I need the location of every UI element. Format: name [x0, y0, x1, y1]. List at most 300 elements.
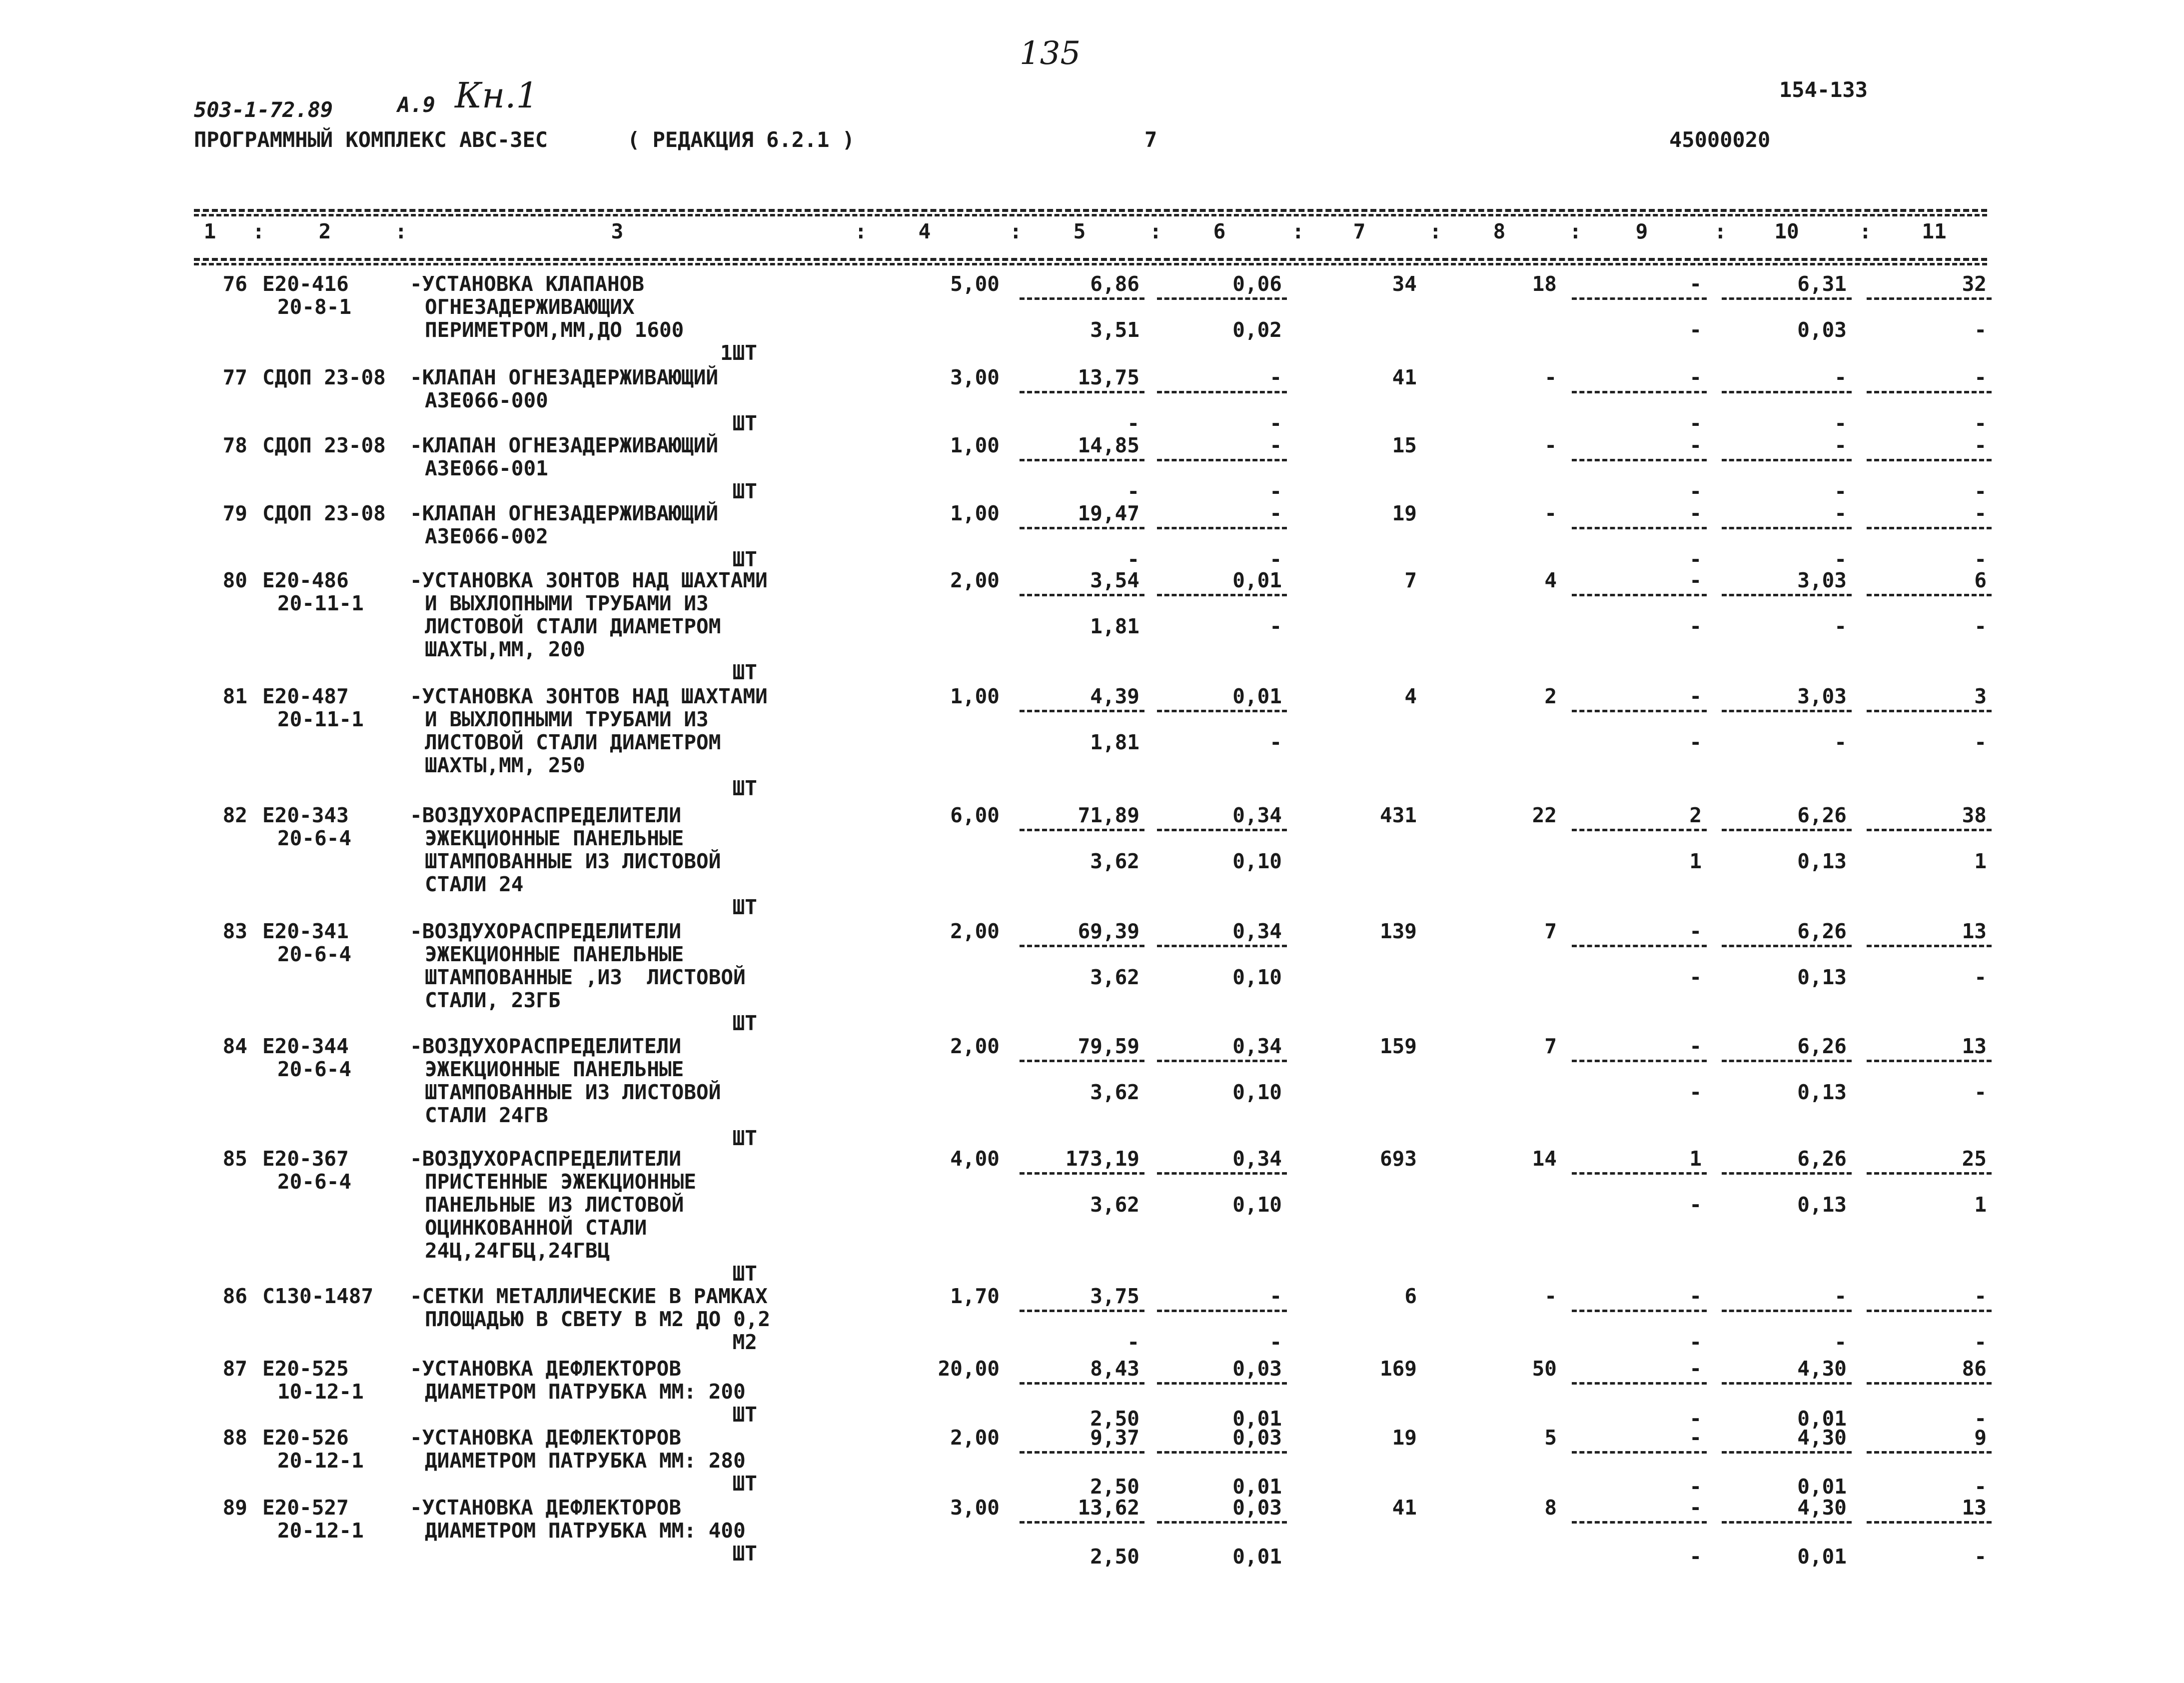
col9-value: - [1689, 1496, 1702, 1520]
column-divider: : [1010, 219, 1022, 243]
row-number: 77 [222, 365, 247, 389]
quantity: 1,70 [950, 1284, 1000, 1308]
col11-subvalue: - [1974, 965, 1987, 989]
fraction-line [1572, 1521, 1707, 1524]
fraction-line [1572, 297, 1707, 300]
col10-subvalue: 0,13 [1797, 849, 1847, 873]
col11-value: 9 [1974, 1426, 1987, 1450]
page-number: 7 [1144, 127, 1157, 152]
col9-subvalue: - [1689, 479, 1702, 503]
col11-value: 3 [1974, 684, 1987, 708]
col6-value: - [1269, 365, 1282, 389]
row-number: 79 [222, 501, 247, 525]
work-description: И ВЫХЛОПНЫМИ ТРУБАМИ ИЗ [425, 707, 709, 731]
col7-value: 159 [1379, 1034, 1417, 1058]
row-number: 84 [222, 1034, 247, 1058]
col11-subvalue: - [1974, 1080, 1987, 1104]
row-number: 87 [222, 1357, 247, 1381]
quantity: 2,00 [950, 1034, 1000, 1058]
col10-subvalue: - [1834, 730, 1847, 754]
resource-code: СДОП 23-08 [262, 501, 386, 525]
col7-value: 4 [1404, 684, 1417, 708]
work-description: -КЛАПАН ОГНЕЗАДЕРЖИВАЮЩИЙ [410, 365, 719, 389]
col5-subvalue: 2,50 [1090, 1407, 1139, 1431]
handwritten-page-number: 135 [1020, 35, 1081, 72]
col10-value: - [1834, 1284, 1847, 1308]
col8-value: - [1544, 433, 1557, 457]
work-description: СТАЛИ, 23ГБ [425, 988, 561, 1012]
fraction-line [1157, 594, 1287, 596]
resource-code: Е20-416 [262, 272, 349, 296]
column-header: 10 [1774, 219, 1799, 243]
row-number: 83 [222, 919, 247, 943]
col5-value: 3,54 [1090, 568, 1139, 592]
col7-value: 431 [1379, 803, 1417, 827]
col6-value: 0,01 [1232, 568, 1282, 592]
work-description: -УСТАНОВКА ЗОНТОВ НАД ШАХТАМИ [410, 568, 768, 592]
col5-subvalue: 3,62 [1090, 965, 1139, 989]
fraction-line [1722, 527, 1852, 529]
row-number: 80 [222, 568, 247, 592]
fraction-line [1572, 1060, 1707, 1062]
col9-subvalue: - [1689, 965, 1702, 989]
col10-subvalue: 0,13 [1797, 1080, 1847, 1104]
col8-value: 50 [1532, 1357, 1557, 1381]
col5-value: 19,47 [1078, 501, 1139, 525]
resource-code: Е20-367 [262, 1147, 349, 1171]
resource-code: СДОП 23-08 [262, 365, 386, 389]
resource-code: Е20-344 [262, 1034, 349, 1058]
col6-subvalue: 0,01 [1232, 1407, 1282, 1431]
unit: ШТ [732, 411, 757, 435]
col5-subvalue: - [1127, 411, 1139, 435]
fraction-line [1722, 829, 1852, 831]
col9-value: - [1689, 1357, 1702, 1381]
col9-subvalue: - [1689, 1080, 1702, 1104]
col10-value: 6,26 [1797, 1147, 1847, 1171]
col8-value: - [1544, 501, 1557, 525]
fraction-line [1157, 945, 1287, 947]
unit: ШТ [732, 1472, 757, 1496]
quantity: 5,00 [950, 272, 1000, 296]
fraction-line [1722, 1451, 1852, 1454]
quantity: 1,00 [950, 684, 1000, 708]
col9-subvalue: - [1689, 411, 1702, 435]
col6-value: 0,34 [1232, 919, 1282, 943]
fraction-line [1867, 710, 1992, 712]
fraction-line [1157, 1382, 1287, 1385]
fraction-line [1722, 710, 1852, 712]
col6-value: 0,01 [1232, 684, 1282, 708]
col6-subvalue: 0,10 [1232, 1193, 1282, 1217]
fraction-line [1867, 297, 1992, 300]
resource-code: С130-1487 [262, 1284, 374, 1308]
fraction-line [1020, 527, 1144, 529]
fraction-line [1020, 710, 1144, 712]
doc-code: 503-1-72.89 [194, 97, 333, 122]
col6-subvalue: - [1269, 1330, 1282, 1354]
col8-value: - [1544, 365, 1557, 389]
fraction-line [1722, 459, 1852, 461]
column-header: 9 [1635, 219, 1648, 243]
fraction-line [1572, 1172, 1707, 1175]
work-description: ПЛОЩАДЬЮ В СВЕТУ В М2 ДО 0,2 [425, 1307, 771, 1331]
col6-subvalue: 0,01 [1232, 1545, 1282, 1569]
col9-value: - [1689, 1284, 1702, 1308]
col6-value: - [1269, 501, 1282, 525]
col6-subvalue: - [1269, 614, 1282, 638]
quantity: 1,00 [950, 501, 1000, 525]
work-description: ЭЖЕКЦИОННЫЕ ПАНЕЛЬНЫЕ [425, 942, 684, 966]
work-description: ШТАМПОВАННЫЕ ИЗ ЛИСТОВОЙ [425, 849, 721, 873]
column-header: 2 [318, 219, 331, 243]
col10-value: - [1834, 501, 1847, 525]
work-description: ЛИСТОВОЙ СТАЛИ ДИАМЕТРОМ [425, 614, 721, 638]
col11-subvalue: - [1974, 1545, 1987, 1569]
column-header: 11 [1922, 219, 1947, 243]
col5-value: 14,85 [1078, 433, 1139, 457]
resource-code: Е20-526 [262, 1426, 349, 1450]
fraction-line [1722, 1521, 1852, 1524]
fraction-line [1572, 391, 1707, 393]
col5-value: 173,19 [1065, 1147, 1139, 1171]
col8-value: 5 [1544, 1426, 1557, 1450]
resource-code: Е20-527 [262, 1496, 349, 1520]
column-divider: : [1714, 219, 1727, 243]
column-header: 3 [611, 219, 624, 243]
handwritten-book: Кн.1 [455, 75, 539, 116]
unit: 1ШТ [720, 341, 757, 365]
fraction-line [1572, 594, 1707, 596]
col6-subvalue: 0,10 [1232, 1080, 1282, 1104]
fraction-line [1867, 945, 1992, 947]
col5-value: 3,75 [1090, 1284, 1139, 1308]
col8-value: - [1544, 1284, 1557, 1308]
col10-value: 4,30 [1797, 1357, 1847, 1381]
fraction-line [1157, 829, 1287, 831]
col10-value: 4,30 [1797, 1496, 1847, 1520]
unit: ШТ [732, 1262, 757, 1286]
col9-subvalue: - [1689, 1475, 1702, 1499]
col11-value: 6 [1974, 568, 1987, 592]
row-number: 78 [222, 433, 247, 457]
col11-value: 32 [1962, 272, 1987, 296]
col10-subvalue: - [1834, 1330, 1847, 1354]
col6-subvalue: 0,01 [1232, 1475, 1282, 1499]
work-description: -ВОЗДУХОРАСПРЕДЕЛИТЕЛИ [410, 1147, 682, 1171]
resource-code: 20-6-4 [277, 826, 352, 850]
resource-code: 20-12-1 [277, 1519, 364, 1543]
col6-value: 0,03 [1232, 1357, 1282, 1381]
col6-value: 0,34 [1232, 803, 1282, 827]
col11-subvalue: - [1974, 730, 1987, 754]
work-description: -УСТАНОВКА ДЕФЛЕКТОРОВ [410, 1426, 682, 1450]
col6-subvalue: 0,10 [1232, 849, 1282, 873]
col9-value: - [1689, 365, 1702, 389]
col8-value: 8 [1544, 1496, 1557, 1520]
row-number: 86 [222, 1284, 247, 1308]
fraction-line [1020, 594, 1144, 596]
col10-value: 6,26 [1797, 919, 1847, 943]
fraction-line [1572, 945, 1707, 947]
col9-value: 1 [1689, 1147, 1702, 1171]
work-description: ДИАМЕТРОМ ПАТРУБКА ММ: 280 [425, 1449, 746, 1473]
col11-value: 38 [1962, 803, 1987, 827]
work-description: -ВОЗДУХОРАСПРЕДЕЛИТЕЛИ [410, 1034, 682, 1058]
work-description: ЛИСТОВОЙ СТАЛИ ДИАМЕТРОМ [425, 730, 721, 754]
col11-value: 13 [1962, 1496, 1987, 1520]
col9-subvalue: - [1689, 614, 1702, 638]
fraction-line [1157, 1060, 1287, 1062]
column-header: 1 [203, 219, 216, 243]
column-divider: : [1569, 219, 1582, 243]
col5-subvalue: 2,50 [1090, 1545, 1139, 1569]
fraction-line [1722, 297, 1852, 300]
col5-value: 13,75 [1078, 365, 1139, 389]
unit: М2 [732, 1330, 757, 1354]
album-ref: A.9 [397, 92, 435, 117]
col5-subvalue: 1,81 [1090, 730, 1139, 754]
col10-subvalue: 0,03 [1797, 318, 1847, 342]
col5-value: 8,43 [1090, 1357, 1139, 1381]
col7-value: 19 [1392, 1426, 1417, 1450]
fraction-line [1722, 391, 1852, 393]
col11-subvalue: - [1974, 318, 1987, 342]
col11-value: - [1974, 433, 1987, 457]
work-description: ЭЖЕКЦИОННЫЕ ПАНЕЛЬНЫЕ [425, 1057, 684, 1081]
row-number: 81 [222, 684, 247, 708]
fraction-line [1157, 710, 1287, 712]
unit: ШТ [732, 1403, 757, 1427]
column-divider: : [252, 219, 265, 243]
work-description: ЭЖЕКЦИОННЫЕ ПАНЕЛЬНЫЕ [425, 826, 684, 850]
fraction-line [1572, 829, 1707, 831]
resource-code: Е20-341 [262, 919, 349, 943]
program-title: ПРОГРАММНЫЙ КОМПЛЕКС АВС-ЗЕС [194, 127, 548, 152]
work-description: ШАХТЫ,ММ, 200 [425, 637, 585, 661]
col8-value: 4 [1544, 568, 1557, 592]
col10-subvalue: 0,13 [1797, 965, 1847, 989]
col9-subvalue: - [1689, 1193, 1702, 1217]
col6-subvalue: 0,10 [1232, 965, 1282, 989]
fraction-line [1157, 527, 1287, 529]
col7-value: 19 [1392, 501, 1417, 525]
col6-value: 0,06 [1232, 272, 1282, 296]
col9-value: - [1689, 272, 1702, 296]
row-number: 76 [222, 272, 247, 296]
work-description: ШАХТЫ,ММ, 250 [425, 753, 585, 777]
col7-value: 6 [1404, 1284, 1417, 1308]
fraction-line [1020, 1310, 1144, 1312]
fraction-line [1722, 594, 1852, 596]
col10-subvalue: 0,01 [1797, 1545, 1847, 1569]
fraction-line [1020, 1521, 1144, 1524]
work-description: -УСТАНОВКА ЗОНТОВ НАД ШАХТАМИ [410, 684, 768, 708]
fraction-line [1722, 1310, 1852, 1312]
col11-subvalue: - [1974, 547, 1987, 571]
col5-value: 79,59 [1078, 1034, 1139, 1058]
fraction-line [1157, 1521, 1287, 1524]
work-description: ПАНЕЛЬНЫЕ ИЗ ЛИСТОВОЙ [425, 1193, 684, 1217]
col5-subvalue: - [1127, 547, 1139, 571]
quantity: 20,00 [938, 1357, 1000, 1381]
work-description: ДИАМЕТРОМ ПАТРУБКА ММ: 400 [425, 1519, 746, 1543]
work-description: 24Ц,24ГБЦ,24ГВЦ [425, 1239, 610, 1263]
fraction-line [1867, 1172, 1992, 1175]
col6-value: - [1269, 1284, 1282, 1308]
col8-value: 2 [1544, 684, 1557, 708]
resource-code: 20-11-1 [277, 707, 364, 731]
work-description: -ВОЗДУХОРАСПРЕДЕЛИТЕЛИ [410, 803, 682, 827]
col10-value: 6,26 [1797, 1034, 1847, 1058]
col9-subvalue: - [1689, 318, 1702, 342]
column-divider: : [855, 219, 867, 243]
fraction-line [1572, 1451, 1707, 1454]
work-description: СТАЛИ 24 [425, 872, 524, 896]
col11-value: 86 [1962, 1357, 1987, 1381]
col9-value: - [1689, 1426, 1702, 1450]
work-description: ДИАМЕТРОМ ПАТРУБКА ММ: 200 [425, 1380, 746, 1404]
col10-subvalue: - [1834, 411, 1847, 435]
column-header: 5 [1073, 219, 1086, 243]
col11-value: 13 [1962, 1034, 1987, 1058]
col10-subvalue: 0,01 [1797, 1475, 1847, 1499]
col8-value: 7 [1544, 1034, 1557, 1058]
col5-value: 9,37 [1090, 1426, 1139, 1450]
work-description: -ВОЗДУХОРАСПРЕДЕЛИТЕЛИ [410, 919, 682, 943]
col10-subvalue: 0,13 [1797, 1193, 1847, 1217]
fraction-line [1020, 1382, 1144, 1385]
row-number: 89 [222, 1496, 247, 1520]
col5-value: 71,89 [1078, 803, 1139, 827]
col8-value: 7 [1544, 919, 1557, 943]
work-description: АЗЕ066-002 [425, 524, 548, 548]
col5-subvalue: - [1127, 479, 1139, 503]
col9-subvalue: - [1689, 1545, 1702, 1569]
row-number: 82 [222, 803, 247, 827]
fraction-line [1157, 297, 1287, 300]
col6-subvalue: - [1269, 730, 1282, 754]
col6-subvalue: - [1269, 547, 1282, 571]
col5-subvalue: - [1127, 1330, 1139, 1354]
column-header: 8 [1493, 219, 1506, 243]
col10-value: 4,30 [1797, 1426, 1847, 1450]
fraction-line [1572, 710, 1707, 712]
fraction-line [1722, 1172, 1852, 1175]
col11-value: - [1974, 1284, 1987, 1308]
col11-subvalue: - [1974, 1407, 1987, 1431]
column-divider: : [1292, 219, 1304, 243]
resource-code: Е20-343 [262, 803, 349, 827]
resource-code: СДОП 23-08 [262, 433, 386, 457]
col8-value: 22 [1532, 803, 1557, 827]
col6-subvalue: 0,02 [1232, 318, 1282, 342]
col5-subvalue: 1,81 [1090, 614, 1139, 638]
col10-subvalue: - [1834, 614, 1847, 638]
work-description: ПРИСТЕННЫЕ ЭЖЕКЦИОННЫЕ [425, 1170, 697, 1194]
unit: ШТ [732, 547, 757, 571]
col10-value: - [1834, 433, 1847, 457]
col11-value: - [1974, 365, 1987, 389]
col5-value: 69,39 [1078, 919, 1139, 943]
col11-value: 13 [1962, 919, 1987, 943]
fraction-line [1572, 1382, 1707, 1385]
col11-value: - [1974, 501, 1987, 525]
unit: ШТ [732, 660, 757, 684]
col7-value: 41 [1392, 365, 1417, 389]
col11-subvalue: 1 [1974, 849, 1987, 873]
column-divider: : [1429, 219, 1442, 243]
col7-value: 139 [1379, 919, 1417, 943]
col11-value: 25 [1962, 1147, 1987, 1171]
col5-subvalue: 3,62 [1090, 1193, 1139, 1217]
fraction-line [1722, 945, 1852, 947]
work-description: АЗЕ066-001 [425, 456, 548, 480]
row-number: 85 [222, 1147, 247, 1171]
fraction-line [1020, 1172, 1144, 1175]
column-header: 7 [1353, 219, 1366, 243]
resource-code: 20-6-4 [277, 1170, 352, 1194]
work-description: -УСТАНОВКА КЛАПАНОВ [410, 272, 644, 296]
quantity: 4,00 [950, 1147, 1000, 1171]
quantity: 6,00 [950, 803, 1000, 827]
column-header: 4 [918, 219, 931, 243]
fraction-line [1157, 459, 1287, 461]
work-description: ШТАМПОВАННЫЕ ,ИЗ ЛИСТОВОЙ [425, 965, 746, 989]
quantity: 2,00 [950, 919, 1000, 943]
col10-subvalue: - [1834, 547, 1847, 571]
col10-value: 3,03 [1797, 684, 1847, 708]
col10-value: 6,31 [1797, 272, 1847, 296]
fraction-line [1867, 829, 1992, 831]
column-divider: : [1859, 219, 1872, 243]
fraction-line [1867, 1451, 1992, 1454]
resource-code: 20-6-4 [277, 1057, 352, 1081]
fraction-line [1020, 1451, 1144, 1454]
col5-subvalue: 3,51 [1090, 318, 1139, 342]
fraction-line [1867, 1060, 1992, 1062]
col11-subvalue: - [1974, 1330, 1987, 1354]
fraction-line [1867, 594, 1992, 596]
resource-code: Е20-487 [262, 684, 349, 708]
col9-value: - [1689, 1034, 1702, 1058]
unit: ШТ [732, 1126, 757, 1150]
column-divider: : [1149, 219, 1162, 243]
unit: ШТ [732, 1011, 757, 1035]
column-header: 6 [1213, 219, 1226, 243]
fraction-line [1867, 391, 1992, 393]
fraction-line [1020, 1060, 1144, 1062]
fraction-line [1020, 459, 1144, 461]
col10-subvalue: - [1834, 479, 1847, 503]
col11-subvalue: - [1974, 411, 1987, 435]
col5-value: 6,86 [1090, 272, 1139, 296]
col9-value: - [1689, 501, 1702, 525]
work-description: ПЕРИМЕТРОМ,ММ,ДО 1600 [425, 318, 684, 342]
col5-value: 4,39 [1090, 684, 1139, 708]
col9-value: - [1689, 568, 1702, 592]
col11-subvalue: - [1974, 479, 1987, 503]
col9-subvalue: - [1689, 730, 1702, 754]
work-description: -КЛАПАН ОГНЕЗАДЕРЖИВАЮЩИЙ [410, 501, 719, 525]
fraction-line [1020, 829, 1144, 831]
sheet-ref: 154-133 [1779, 77, 1868, 102]
col9-value: 2 [1689, 803, 1702, 827]
col9-subvalue: 1 [1689, 849, 1702, 873]
fraction-line [1867, 1521, 1992, 1524]
col9-subvalue: - [1689, 1407, 1702, 1431]
resource-code: 10-12-1 [277, 1380, 364, 1404]
